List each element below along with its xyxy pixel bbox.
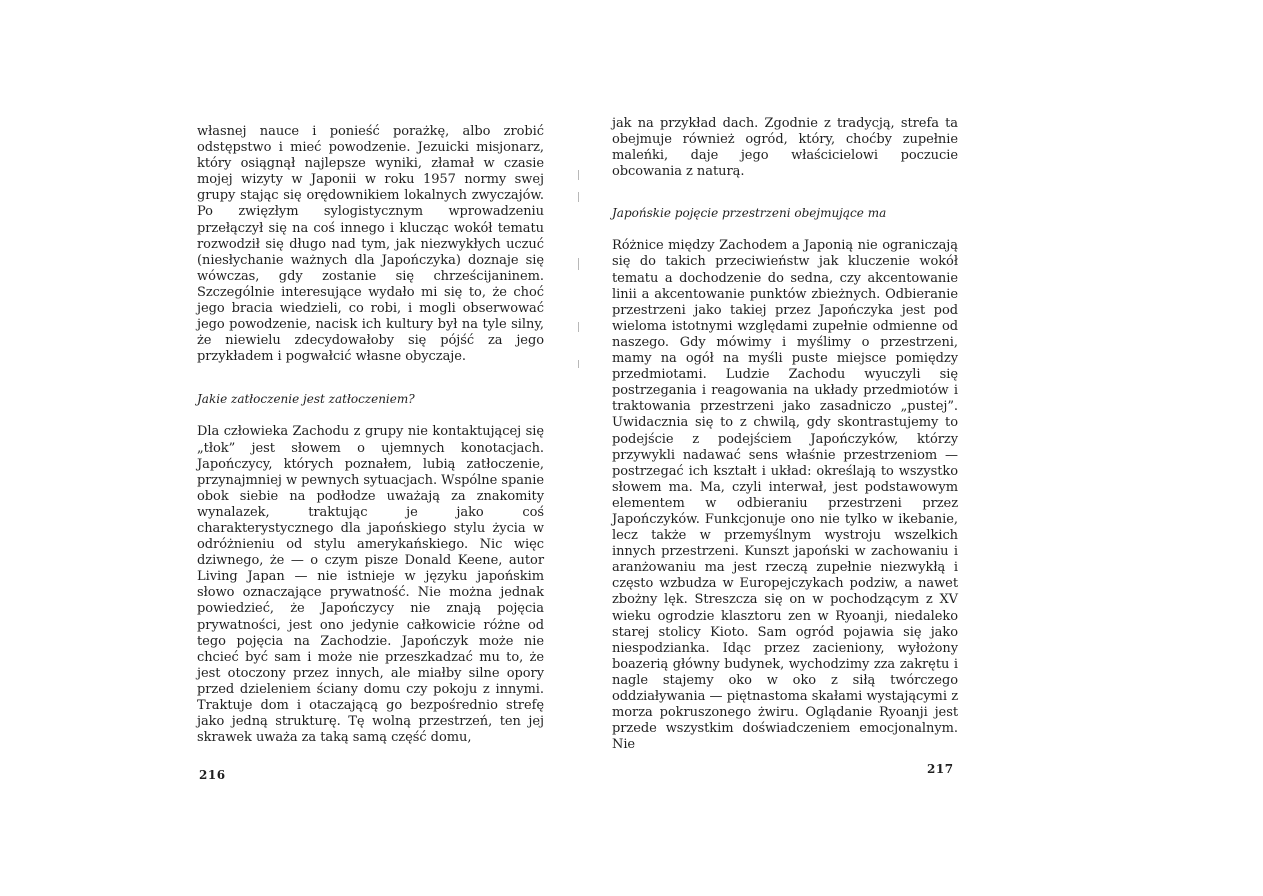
right-section-heading: Japońskie pojęcie przestrzeni obejmujące ma [612,206,887,221]
right-paragraph-2: Różnice między Zachodem a Japonią nie ograniczają się do takich przeciwieństw jak kluczenie wokół tematu a dochodzenie do sedna, czy akcentowanie linii a akcentowanie punktów zbieżnych. Odbieranie przestrzeni jako takiej przez Japończyka jest pod wieloma istotnymi względami zupełnie odmienne od naszego. Gdy mówimy i myślimy o przestrzeni, mamy na ogół na myśli puste miejsce pomiędzy przedmiotami. Ludzie Zachodu wyuczyli się postrzegania i reagowania na układy przedmiotów i traktowania przestrzeni jako zasadniczo „pustej”. Uwidacznia się to z chwilą, gdy skontrastujemy to podejście z podejściem Japończyków, którzy przywykli nadawać sens właśnie przestrzeniom — postrzegać ich kształt i układ: określają to wszystko słowem ma. Ma, czyli interwał, jest podstawowym elementem w odbieraniu przestrzeni przez Japończyków. Funkcjonuje ono nie tylko w ikebanie, lecz także w przemyślnym wystroju wszelkich innych przestrzeni. Kunszt japoński w zachowaniu i aranżowaniu ma jest rzeczą zupełnie niezwykłą i często wzbudza w Europejczykach podziw, a nawet zbożny lęk. Streszcza się on w pochodzącym z XV wieku ogrodzie klasztoru zen w Ryoanji, niedaleko starej stolicy Kioto. Sam ogród pojawia się jako niespodzianka. Idąc przez zacieniony, wyłożony boazerią główny budynek, wychodzimy zza zakrętu i nagle stajemy oko w oko z siłą twórczego oddziaływania — piętnastoma skałami wystającymi z morza pokruszonego żwiru. Oglądanie Ryoanji jest przede wszystkim doświadczeniem emocjonalnym. Nie [612,238,958,753]
left-section-heading: Jakie zatłoczenie jest zatłoczeniem? [197,392,415,407]
left-page [197,124,544,746]
right-page-number: 217 [927,762,954,776]
gutter-mark [578,360,579,368]
left-paragraph-2: Dla człowieka Zachodu z grupy nie kontaktującej się „tłok” jest słowem o ujemnych konotacjach. Japończycy, których poznałem, lubią zatłoczenie, przynajmniej w pewnych sytuacjach. Wspólne spanie obok siebie na podłodze uważają za znakomity wynalazek, traktując je jako coś charakterystycznego dla japońskiego stylu życia w odróżnieniu od stylu amerykańskiego. Nic więc dziwnego, że — o czym pisze Donald Keene, autor Living Japan — nie istnieje w języku japońskim słowo oznaczające prywatność. Nie można jednak powiedzieć, że Japończycy nie znają pojęcia prywatności, jest ono jedynie całkowicie różne od tego pojęcia na Zachodzie. Japończyk może nie chcieć być sam i może nie przeszkadzać mu to, że jest otoczony przez innych, ale miałby silne opory przed dzieleniem ściany domu czy pokoju z innymi. Traktuje dom i otaczającą go bezpośrednio strefę jako jedną strukturę. Tę wolną przestrzeń, ten jej skrawek uważa za taką samą część domu, [197,424,544,746]
left-paragraph-1: własnej nauce i ponieść porażkę, albo zrobić odstępstwo i mieć powodzenie. Jezuicki misjonarz, który osiągnął najlepsze wyniki, złamał w czasie mojej wizyty w Japonii w roku 1957 normy swej grupy stając się orędownikiem lokalnych zwyczajów. Po zwięzłym sylogistycznym wprowadzeniu przełączył się na coś innego i klucząc wokół tematu rozwodził się długo nad tym, jak niezwykłych uczuć (niesłychanie ważnych dla Japończyka) doznaje się wówczas, gdy zostanie się chrześcijaninem. Szczególnie interesujące wydało mi się to, że choć jego bracia wiedzieli, co robi, i mogli obserwować jego powodzenie, nacisk ich kultury był na tyle silny, że niewielu zdecydowałoby się pójść za jego przykładem i pogwałcić własne obyczaje. [197,124,544,365]
gutter-mark [578,192,579,202]
right-page [612,116,958,753]
gutter-mark [578,322,579,332]
left-page-number: 216 [199,768,226,782]
right-paragraph-1: jak na przykład dach. Zgodnie z tradycją, strefa ta obejmuje również ogród, który, choćby zupełnie maleńki, daje jego właścicielowi poczucie obcowania z naturą. [612,116,958,180]
gutter-mark [578,258,579,270]
gutter-mark [578,170,579,180]
